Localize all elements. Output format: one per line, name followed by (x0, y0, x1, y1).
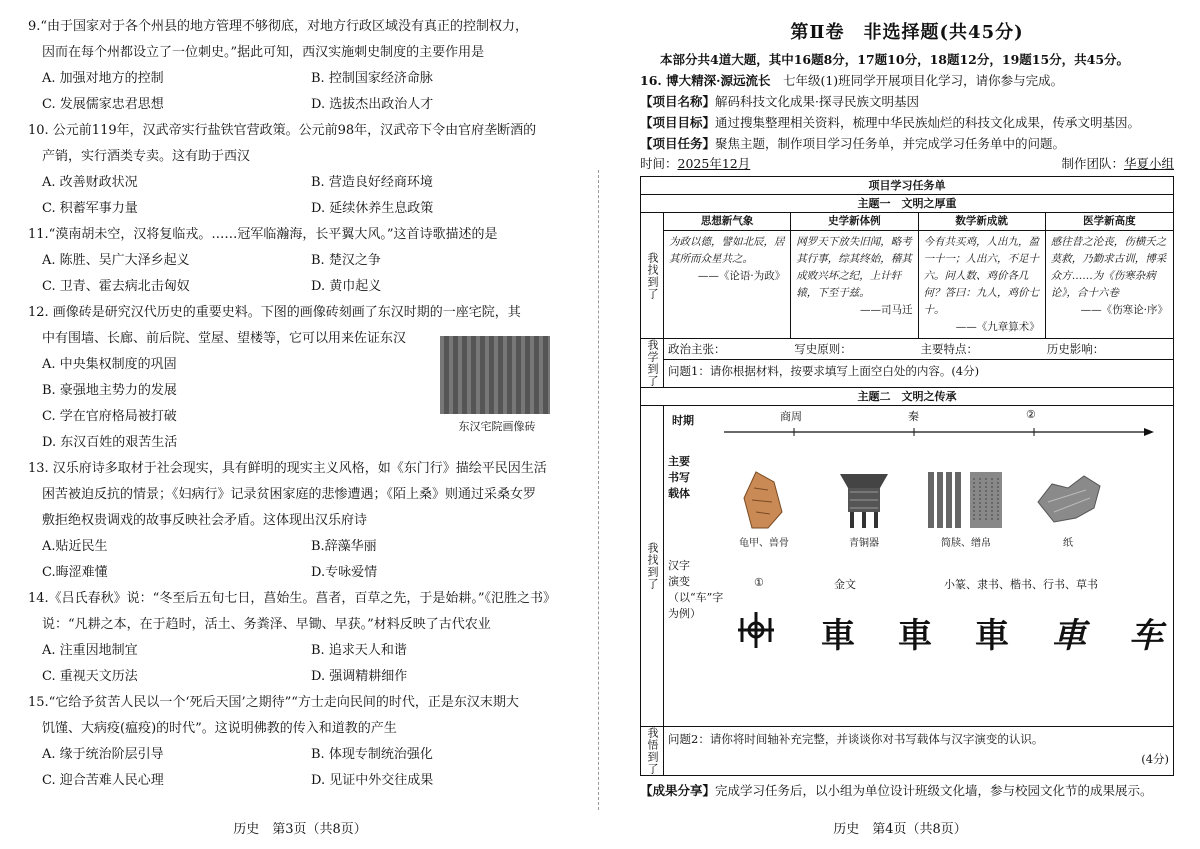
project-team (1061, 154, 1174, 174)
q12-stem: 12. 画像砖是研究汉代历史的重要史料。下图的画像砖刻画了东汉时期的一座宅院，其 (28, 305, 521, 320)
q9-option-d[interactable]: D. 选拔杰出政治人才 (311, 97, 434, 112)
oracle-che-glyph (734, 608, 778, 648)
q12-option-c[interactable]: C. 学在官府格局被打破 (42, 409, 177, 424)
q15-option-d[interactable]: D. 见证中外交往成果 (311, 773, 434, 788)
theme-one-learned-row (641, 339, 1173, 388)
theme-two-title: 主题二 文明之传承 (641, 388, 1173, 406)
q10-option-c[interactable]: C. 积蓄军事力量 (42, 201, 138, 216)
learned-content (664, 339, 1173, 387)
left-page-footer: 历史 第3页（共8页） (233, 822, 367, 837)
project-goal-tag: 【项目目标】 (640, 115, 716, 130)
evolution-scripts: 小篆、隶书、楷书、行书、草书 (944, 578, 1098, 591)
q15-options (28, 742, 580, 794)
principle-political[interactable]: 政治主张： (668, 342, 726, 356)
theme-one-columns (664, 213, 1173, 338)
char-kai: 車 (975, 618, 1009, 655)
q9-stem-2: 因而在每个州都设立了一位刺史。”据此可知，西汉实施刺史制度的主要作用是 (42, 45, 485, 60)
col-medicine-header: 医学新高度 (1046, 213, 1173, 231)
question-2 (664, 727, 1173, 775)
carrier-bamboo-silk: 简牍、缯帛 (941, 538, 991, 549)
q14-options (28, 638, 580, 690)
project-name (640, 91, 1174, 112)
timeline-area (664, 406, 1173, 726)
q13-stem-2: 困苦被迫反抗的情景；《妇病行》记录贫困家庭的悲惨遭遇；《陌上桑》则通过采桑女罗 (42, 487, 537, 502)
q13-option-d[interactable]: D.专咏爱情 (311, 565, 378, 580)
col-medicine (1046, 213, 1173, 338)
col-thought-source: ——《论语·为政》 (697, 270, 786, 282)
q11-option-b[interactable]: B. 楚汉之争 (311, 253, 381, 268)
q15-stem: 15.“它给予贫苦人民以一个‘死后天国’之期待”“方士走向民间的时代，正是东汉末期大 (28, 695, 519, 710)
char-zhuan: 車 (898, 616, 932, 656)
section-intro: 本部分共4道大题，其中16题8分，17题10分，18题12分，19题15分，共45分。 (660, 52, 1130, 67)
question-2-text: 问题2：请你将时间轴补充完整，并谈谈你对书写载体与汉字演变的认识。 (668, 732, 1044, 746)
q13-option-b[interactable]: B.辞藻华丽 (311, 539, 377, 554)
time-label: 时间： (640, 156, 678, 171)
bamboo-slips-icon (926, 468, 1006, 530)
project-task (640, 133, 1174, 154)
section-title: 第Ⅱ卷 非选择题(共45分) (790, 22, 1024, 43)
project-goal-value: 通过搜集整理相关资料，梳理中华民族灿烂的科技文化成果，传承文明基因。 (715, 115, 1141, 130)
q12-stem-2: 中有围墙、长廊、前后院、堂屋、望楼等，它可以用来佐证东汉 (42, 331, 407, 346)
col-math (919, 213, 1046, 338)
q15-option-a[interactable]: A. 缘于统治阶层引导 (42, 747, 164, 762)
carrier-label: 主要书写载体 (668, 455, 690, 500)
period-blank-2[interactable]: ② (1026, 408, 1036, 421)
q16-number: 16. 博大精深·源远流长 (640, 73, 771, 88)
theme-one-title: 主题一 文明之厚重 (641, 195, 1173, 213)
project-task-value: 聚焦主题，制作项目学习任务单，并完成学习任务单中的问题。 (715, 136, 1066, 151)
paper-icon (1034, 468, 1104, 530)
q10-options (28, 170, 580, 222)
question-2-points: (4分) (1141, 752, 1169, 766)
question-11 (28, 222, 580, 248)
char-cao: 车 (1129, 616, 1163, 656)
question-1: 问题1：请你根据材料，按要求填写上面空白处的内容。(4分) (668, 364, 980, 378)
period-shang-zhou: 商周 (780, 410, 802, 423)
q12-photo-caption: 东汉宅院画像砖 (458, 420, 536, 433)
q14-option-a[interactable]: A. 注重因地制宜 (42, 643, 138, 658)
q10-option-b[interactable]: B. 营造良好经商环境 (311, 175, 433, 190)
col-math-source: ——《九章算术》 (955, 321, 1040, 333)
col-history-header: 史学新体例 (791, 213, 917, 231)
question-15 (28, 690, 580, 742)
project-goal (640, 112, 1174, 133)
evolution-jinwen: 金文 (834, 578, 856, 591)
time-value: 2025年12月 (677, 156, 751, 171)
q11-option-d[interactable]: D. 黄巾起义 (311, 279, 382, 294)
carrier-paper: 纸 (1063, 538, 1073, 549)
bronze-vessel-icon (834, 468, 894, 530)
q13-options (28, 534, 580, 586)
question-14 (28, 586, 580, 638)
oracle-bone-icon (734, 468, 794, 530)
carrier-oracle-bone: 龟甲、兽骨 (739, 538, 789, 549)
q9-option-a[interactable]: A. 加强对地方的控制 (42, 71, 164, 86)
project-time (640, 154, 750, 174)
task-sheet (640, 176, 1174, 776)
period-label: 时期 (672, 414, 694, 427)
reflect-label: 我悟到了 (641, 727, 664, 775)
project-meta (640, 154, 1174, 174)
found-label: 我找到了 (641, 213, 664, 338)
right-page-footer: 历史 第4页（共8页） (833, 822, 967, 837)
col-thought (664, 213, 791, 338)
theme-two-found-row (641, 406, 1173, 727)
q12-option-d[interactable]: D. 东汉百姓的艰苦生活 (42, 435, 178, 450)
question-13 (28, 456, 580, 534)
right-page (600, 0, 1200, 849)
col-medicine-quote: 感往昔之沦丧，伤横夭之莫救，乃勤求古训，博采众方……为《伤寒杂病论》，合十六卷 (1050, 236, 1167, 299)
team-value: 华夏小组 (1123, 156, 1174, 171)
char-jinwen: 車 (821, 616, 855, 656)
evolution-label: 汉字演变（以“车”字为例） (668, 559, 724, 620)
col-medicine-source: ——《伤寒论·序》 (1080, 304, 1168, 316)
theme-one-found-row (641, 213, 1173, 339)
q9-stem: 9.“由于国家对于各个州县的地方管理不够彻底，对地方行政区域没有真正的控制权力， (28, 19, 529, 34)
col-thought-header: 思想新气象 (664, 213, 790, 231)
achievement-share (640, 780, 1174, 802)
q10-stem: 10. 公元前119年，汉武帝实行盐铁官营政策。公元前98年，汉武帝下令由官府垄断酒的 (28, 123, 537, 138)
evolution-blank-1[interactable]: ① (754, 576, 764, 589)
q12-option-b[interactable]: B. 豪强地主势力的发展 (42, 383, 177, 398)
col-history-source: ——司马迁 (860, 304, 913, 316)
q9-option-b[interactable]: B. 控制国家经济命脉 (311, 71, 433, 86)
q11-stem: 11.“漠南胡未空，汉将复临戎。……冠军临瀚海，长平翼大风。”这首诗歌描述的是 (28, 227, 498, 242)
q12-body (28, 352, 580, 456)
task-sheet-title: 项目学习任务单 (641, 177, 1173, 195)
question-9 (28, 14, 580, 66)
col-history-quote: 网罗天下放失旧闻，略考其行事，综其终始，稽其成败兴坏之纪，上计轩辕，下至于兹。 (796, 236, 912, 299)
q10-option-a[interactable]: A. 改善财政状况 (42, 175, 138, 190)
principles-row (664, 339, 1173, 360)
learned-label: 我学到了 (641, 339, 664, 387)
project-task-tag: 【项目任务】 (640, 136, 716, 151)
q14-option-d[interactable]: D. 强调精耕细作 (311, 669, 408, 684)
principle-feature[interactable]: 主要特点： (920, 342, 978, 356)
q14-option-c[interactable]: C. 重视天文历法 (42, 669, 138, 684)
col-history (791, 213, 918, 338)
project-name-value: 解码科技文化成果·探寻民族文明基因 (715, 94, 919, 109)
col-math-header: 数学新成就 (919, 213, 1045, 231)
q10-option-d[interactable]: D. 延续休养生息政策 (311, 201, 434, 216)
q10-stem-2: 产销，实行酒类专卖。这有助于西汉 (42, 149, 251, 164)
q14-option-b[interactable]: B. 追求天人和谐 (311, 643, 407, 658)
q15-option-c[interactable]: C. 迎合苦难人民心理 (42, 773, 164, 788)
q11-option-c[interactable]: C. 卫青、霍去病北击匈奴 (42, 279, 190, 294)
q12-option-a[interactable]: A. 中央集权制度的巩固 (42, 357, 177, 372)
found-label-2: 我找到了 (641, 406, 664, 726)
q16-heading (640, 70, 1174, 91)
q15-stem-2: 饥馑、大病疫(瘟疫)的时代”。这说明佛教的传入和道教的产生 (42, 721, 397, 736)
question-10 (28, 118, 580, 170)
principle-historiography[interactable]: 写史原则： (794, 342, 852, 356)
q13-stem-3: 敷拒绝权贵调戏的故事反映社会矛盾。这体现出汉乐府诗 (42, 513, 368, 528)
share-tag: 【成果分享】 (640, 783, 716, 798)
col-thought-quote: 为政以德，譬如北辰，居其所而众星共之。 (669, 236, 785, 265)
q13-stem: 13. 汉乐府诗多取材于社会现实，具有鲜明的现实主义风格，如《东门行》描绘平民因生活 (28, 461, 547, 476)
q14-stem-2: 说：“凡耕之本，在于趋时，活土、务粪泽、早锄、早获。”材料反映了古代农业 (42, 617, 491, 632)
q14-stem: 14.《吕氏春秋》说：“冬至后五旬七日，菖始生。菖者，百草之先，于是始耕。”《氾胜之书》 (28, 591, 556, 606)
theme-two-reflect-row (641, 727, 1173, 775)
char-xing: 車 (1052, 617, 1086, 655)
q13-option-c[interactable]: C.晦涩难懂 (42, 565, 108, 580)
period-qin: 秦 (908, 410, 919, 423)
q13-option-a[interactable]: A.贴近民生 (42, 539, 108, 554)
share-text: 完成学习任务后，以小组为单位设计班级文化墙，参与校园文化节的成果展示。 (715, 783, 1153, 798)
q15-option-b[interactable]: B. 体现专制统治强化 (311, 747, 433, 762)
carrier-bronze: 青铜器 (849, 538, 879, 549)
q16-lead: 七年级(1)班同学开展项目化学习，请你参与完成。 (770, 73, 1064, 88)
q9-options (28, 66, 580, 118)
brick-relief-photo (440, 336, 550, 414)
q9-option-c[interactable]: C. 发展儒家忠君思想 (42, 97, 164, 112)
project-name-tag: 【项目名称】 (640, 94, 716, 109)
q11-options (28, 248, 580, 300)
q11-option-a[interactable]: A. 陈胜、吴广大泽乡起义 (42, 253, 190, 268)
principle-influence[interactable]: 历史影响： (1046, 342, 1105, 356)
col-math-quote: 今有共买鸡，人出九，盈一十一；人出六，不足十六。问人数、鸡价各几何？答曰：九人，鸡价七十。 (923, 236, 1039, 316)
che-character-evolution (734, 608, 1163, 657)
team-label: 制作团队： (1061, 156, 1124, 171)
